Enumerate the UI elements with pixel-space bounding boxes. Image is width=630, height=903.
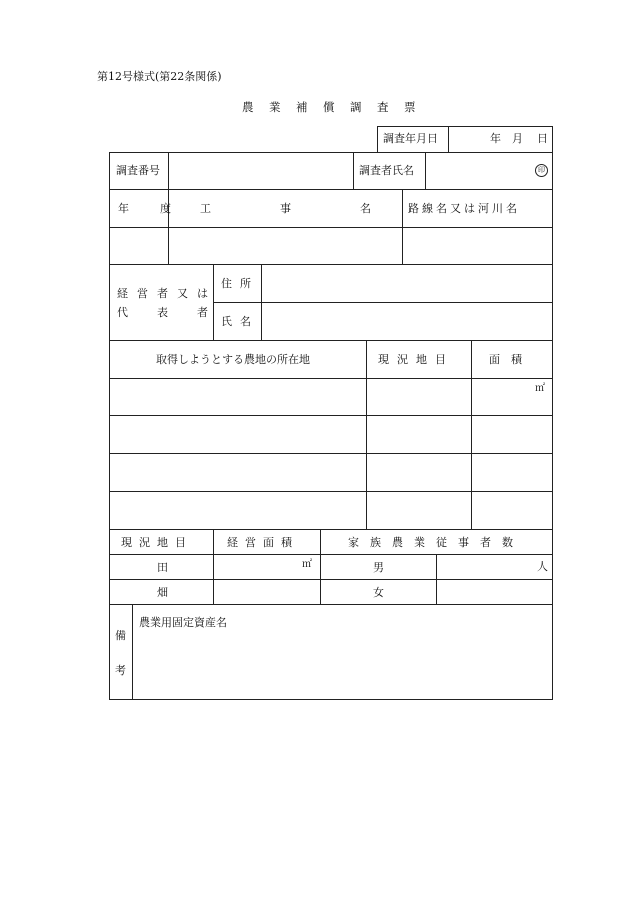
route-label: 路線名又は河川名 <box>408 202 520 215</box>
survey-date-year: 年 <box>490 132 501 145</box>
form-number: 第12号様式(第22条関係) <box>97 70 222 83</box>
summary-person-unit: 人 <box>537 560 548 573</box>
summary-row-field: 畑 <box>157 586 168 599</box>
summary-gender-male: 男 <box>373 561 384 574</box>
land-area-header: 面 積 <box>489 353 522 366</box>
work-label-3: 名 <box>360 202 371 215</box>
remarks-label-1: 備 <box>115 629 126 642</box>
family-workers-header: 家族農業従事者数 <box>348 536 524 549</box>
land-location-header: 取得しようとする農地の所在地 <box>156 353 310 366</box>
name-label: 氏名 <box>221 315 259 328</box>
land-area-unit: ㎡ <box>535 383 545 394</box>
survey-date-label: 調査年月日 <box>383 132 438 145</box>
form-title: 農業補償調査票 <box>242 100 431 114</box>
remarks-label-2: 考 <box>115 664 126 677</box>
summary-row-paddy: 田 <box>157 561 168 574</box>
operator-label-line1: 経営者又は <box>117 287 217 300</box>
work-label-2: 事 <box>280 202 291 215</box>
surveyor-label: 調査者氏名 <box>359 164 414 177</box>
operator-label-line2: 代 表 者 <box>117 306 217 319</box>
summary-gender-female: 女 <box>373 586 384 599</box>
fixed-assets-label: 農業用固定資産名 <box>139 616 227 629</box>
summary-category-header: 現況地目 <box>121 536 193 549</box>
summary-area-unit: ㎡ <box>302 559 312 570</box>
address-label: 住所 <box>221 277 259 290</box>
survey-no-label: 調査番号 <box>116 164 160 177</box>
land-category-header: 現況地目 <box>378 353 454 366</box>
survey-date-day: 日 <box>537 132 548 145</box>
managed-area-header: 経営面積 <box>227 536 299 549</box>
work-label-1: 工 <box>200 202 211 215</box>
survey-date-month: 月 <box>512 132 523 145</box>
fiscal-year-label: 年 度 <box>118 202 181 215</box>
seal-mark: 印 <box>535 164 548 177</box>
